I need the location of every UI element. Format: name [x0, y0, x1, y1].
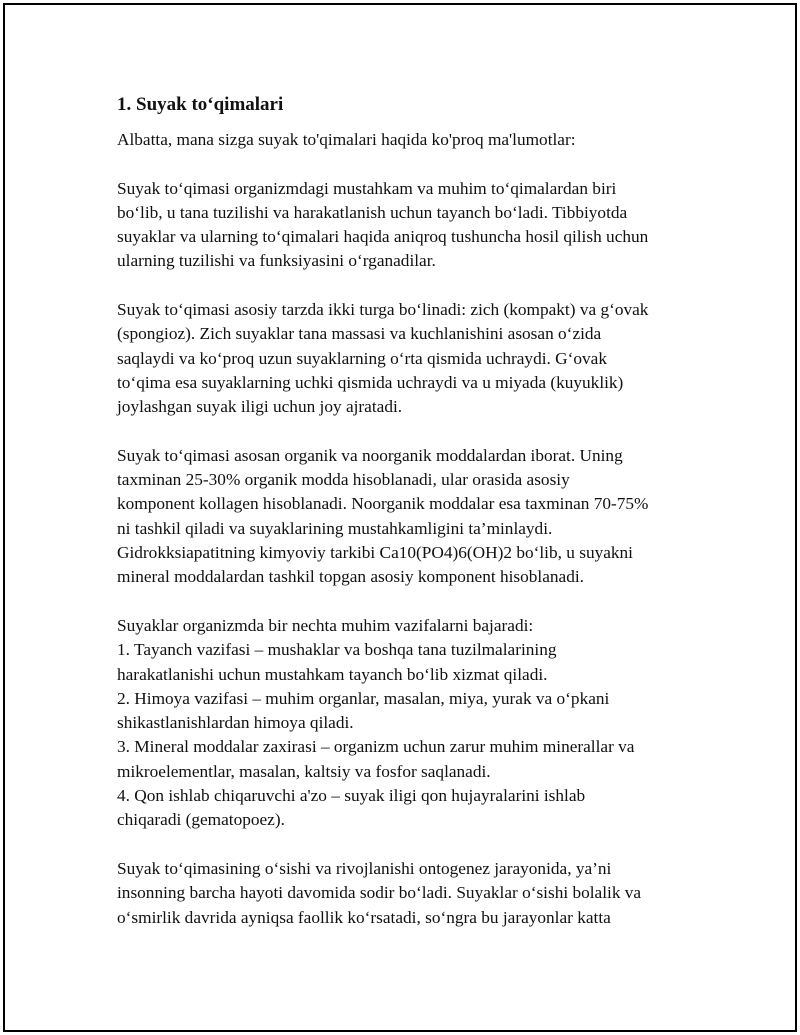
document-body: [117, 92, 689, 954]
text-line: insonning barcha hayoti davomida sodir bo‘ladi. Suyaklar o‘sishi bolalik va: [117, 883, 642, 903]
text-line: suyaklar va ularning to‘qimalari haqida aniqroq tushuncha hosil qilish uchun: [117, 227, 649, 247]
text-line: Suyak to‘qimasi organizmdagi mustahkam va muhim to‘qimalardan biri: [117, 178, 617, 198]
text-line: Suyaklar organizmda bir nechta muhim vazifalarni bajaradi:: [117, 615, 534, 635]
paragraph-composition: [117, 444, 689, 590]
text-line: o‘smirlik davrida ayniqsa faollik ko‘rsatadi, so‘ngra bu jarayonlar katta: [117, 907, 611, 927]
text-line: bo‘lib, u tana tuzilishi va harakatlanish uchun tayanch bo‘ladi. Tibbiyotda: [117, 202, 628, 222]
text-line: Albatta, mana sizga suyak to'qimalari haqida ko'proq ma'lumotlar:: [117, 130, 576, 149]
text-line: Suyak to‘qimasi asosiy tarzda ikki turga bo‘linadi: zich (kompakt) va g‘ovak: [117, 300, 649, 320]
text-line: mikroelementlar, masalan, kaltsiy va fosfor saqlanadi.: [117, 761, 491, 781]
text-line: Suyak to‘qimasi asosan organik va noorganik moddalardan iborat. Uning: [117, 445, 623, 465]
paragraph-intro: [117, 128, 689, 152]
list-item: 2. Himoya vazifasi – muhim organlar, masalan, miya, yurak va o‘pkani: [117, 688, 610, 708]
text-line: taxminan 25-30% organik modda hisoblanadi, ular orasida asosiy: [117, 470, 570, 490]
list-item: 3. Mineral moddalar zaxirasi – organizm uchun zarur muhim minerallar va: [117, 737, 635, 757]
page-title: 1. Suyak to‘qimalari: [117, 94, 284, 115]
text-line: ni tashkil qiladi va suyaklarining mustahkamligini ta’minlaydi.: [117, 518, 553, 538]
paragraph-types: [117, 298, 689, 419]
paragraph-functions: [117, 614, 689, 833]
text-line: to‘qima esa suyaklarning uchki qismida uchraydi va u miyada (kuyuklik): [117, 372, 624, 392]
text-line: komponent kollagen hisoblanadi. Noorganik moddalar esa taxminan 70-75%: [117, 494, 649, 514]
text-line: ularning tuzilishi va funksiyasini o‘rganadilar.: [117, 251, 436, 271]
paragraph-definition: [117, 177, 689, 274]
text-line: Suyak to‘qimasining o‘sishi va rivojlanishi ontogenez jarayonida, ya’ni: [117, 858, 612, 878]
text-line: joylashgan suyak iligi uchun joy ajratadi.: [117, 397, 403, 417]
paragraph-growth: [117, 857, 689, 930]
text-line: mineral moddalardan tashkil topgan asosiy komponent hisoblanadi.: [117, 567, 584, 587]
text-line: harakatlanishi uchun mustahkam tayanch bo‘lib xizmat qiladi.: [117, 664, 548, 684]
text-line: (spongioz). Zich suyaklar tana massasi va kuchlanishini asosan o‘zida: [117, 324, 602, 344]
text-line: chiqaradi (gematopoez).: [117, 810, 285, 830]
text-line: saqlaydi va ko‘proq uzun suyaklarning o‘rta qismida uchraydi. G‘ovak: [117, 348, 607, 368]
text-line: shikastlanishlardan himoya qiladi.: [117, 713, 354, 733]
text-line: Gidrokksiapatitning kimyoviy tarkibi Ca10(PO4)6(OH)2 bo‘lib, u suyakni: [117, 543, 633, 563]
list-item: 4. Qon ishlab chiqaruvchi a'zo – suyak iligi qon hujayralarini ishlab: [117, 786, 586, 806]
list-item: 1. Tayanch vazifasi – mushaklar va boshqa tana tuzilmalarining: [117, 640, 557, 660]
